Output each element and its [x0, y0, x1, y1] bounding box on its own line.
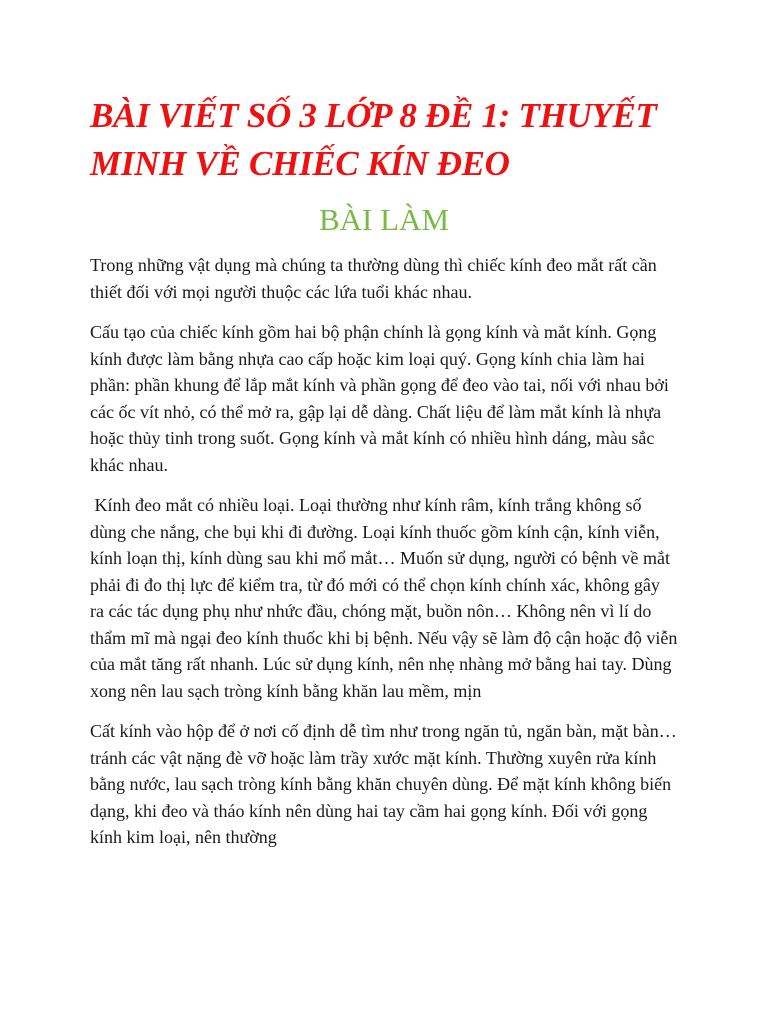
paragraph: Trong những vật dụng mà chúng ta thường dùng thì chiếc kính đeo mắt rất cần thiết đối với mọi người thuộc các lứa tuổi khác nhau.: [90, 255, 657, 302]
document-subtitle: BÀI LÀM: [318, 202, 450, 237]
document-body: [90, 252, 682, 851]
paragraph: Cất kính vào hộp để ở nơi cố định dễ tìm như trong ngăn tủ, ngăn bàn, mặt bàn… tránh các vật nặng đè vỡ hoặc làm trầy xước mặt kính. Thường xuyên rửa kính bằng nước, lau sạch tròng kính bằng khăn chuyên dùng. Để mặt kính không biến dạng, khi đeo và tháo kính nên dùng hai tay cầm hai gọng kính. Đối với gọng kính kim loại, nên thường: [90, 721, 677, 847]
paragraph: Cấu tạo của chiếc kính gồm hai bộ phận chính là gọng kính và mắt kính. Gọng kính được làm bằng nhựa cao cấp hoặc kim loại quý. Gọng kính chia làm hai phần: phần khung để lắp mắt kính và phần gọng để đeo vào tai, nối với nhau bởi các ốc vít nhỏ, có thể mở ra, gập lại dễ dàng. Chất liệu để làm mắt kính là nhựa hoặc thủy tinh trong suốt. Gọng kính và mắt kính có nhiều hình dáng, màu sắc khác nhau.: [90, 322, 669, 475]
document-title: BÀI VIẾT SỐ 3 LỚP 8 ĐỀ 1: THUYẾT MINH VỀ CHIẾC KÍN ĐEO: [90, 96, 657, 183]
paragraph: Kính đeo mắt có nhiều loại. Loại thường như kính râm, kính trắng không số dùng che nắng, che bụi khi đi đường. Loại kính thuốc gồm kính cận, kính viễn, kính loạn thị, kính dùng sau khi mổ mắt… Muốn sử dụng, người có bệnh về mắt phải đi đo thị lực để kiểm tra, từ đó mới có thể chọn kính chính xác, không gây ra các tác dụng phụ như nhức đầu, chóng mặt, buồn nôn… Không nên vì lí do thẩm mĩ mà ngại đeo kính thuốc khi bị bệnh. Nếu vậy sẽ làm độ cận hoặc độ viễn của mắt tăng rất nhanh. Lúc sử dụng kính, nên nhẹ nhàng mở bằng hai tay. Dùng xong nên lau sạch tròng kính bằng khăn lau mềm, mịn: [90, 495, 682, 701]
